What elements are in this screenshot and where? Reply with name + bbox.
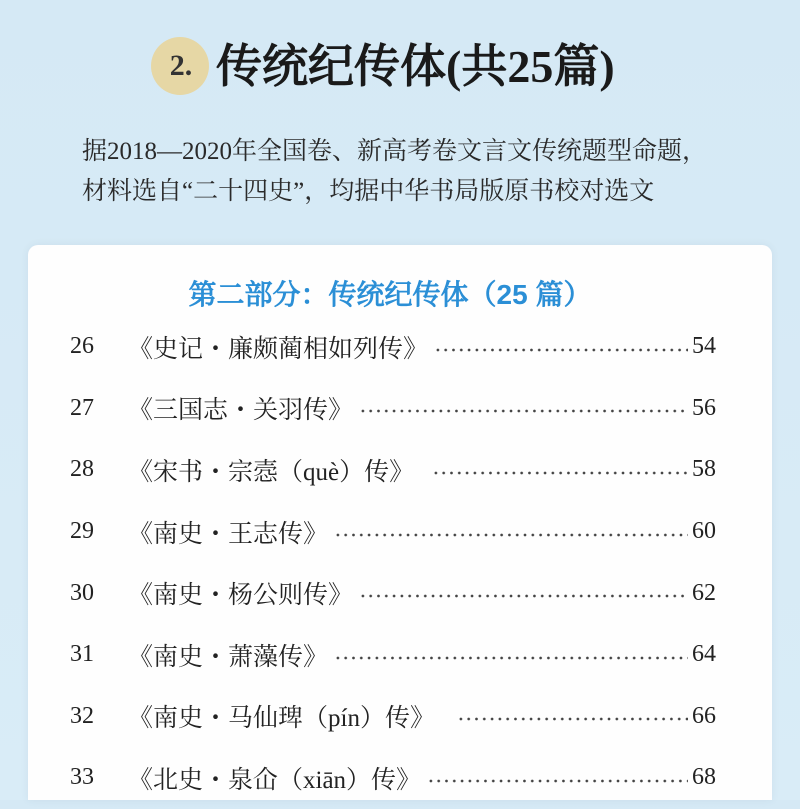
entry-page-number: 60 [692,518,716,545]
toc-entry [70,624,716,686]
page-title: 传统纪传体(共25篇) [216,41,615,92]
toc-entry [70,316,716,378]
dot-leader [359,562,688,624]
entry-page-number: 66 [692,702,716,729]
entry-number: 29 [70,518,94,545]
dot-leader [334,624,688,686]
subtitle [82,132,707,212]
entry-number: 33 [70,764,94,791]
toc-entry [70,378,716,440]
toc-entry [70,439,716,501]
entry-title: 《三国志・关羽传》 [128,397,354,425]
entry-page-number: 56 [692,394,716,421]
entry-title: 《北史・泉仚（xiān）传》 [128,766,422,794]
entry-title: 《宋书・宗悫（què）传》 [128,458,415,486]
entry-title: 《南史・马仙琕（pín）传》 [128,705,435,733]
entry-page-number: 64 [692,641,716,668]
dot-leader [359,378,688,440]
entry-number: 31 [70,641,94,668]
entry-title: 《史记・廉颇蔺相如列传》 [128,335,429,363]
subtitle-line: 材料选自“二十四史”，均据中华书局版原书校对选文 [82,178,655,205]
toc-section-heading: 第二部分：传统纪传体（25 篇） [188,279,592,310]
dot-leader [434,316,688,378]
section-number-badge [151,37,209,95]
entry-page-number: 62 [692,579,716,606]
toc-entry [70,686,716,748]
dot-leader [432,439,688,501]
entry-number: 27 [70,394,94,421]
entry-page-number: 68 [692,764,716,791]
badge-number: 2. [169,49,193,82]
entry-title: 《南史・杨公则传》 [128,582,354,610]
entry-number: 26 [70,333,94,360]
dot-leader [457,686,688,748]
entry-title: 《南史・萧藻传》 [128,643,329,671]
entry-page-number: 58 [692,456,716,483]
entry-number: 32 [70,702,94,729]
toc-list [70,316,716,809]
subtitle-line: 据2018—2020年全国卷、新高考卷文言文传统题型命题， [82,138,708,165]
toc-card [28,245,772,800]
entry-title: 《南史・王志传》 [128,520,329,548]
toc-entry [70,562,716,624]
toc-entry [70,501,716,563]
entry-number: 28 [70,456,94,483]
entry-number: 30 [70,579,94,606]
entry-page-number: 54 [692,333,716,360]
dot-leader [334,501,688,563]
